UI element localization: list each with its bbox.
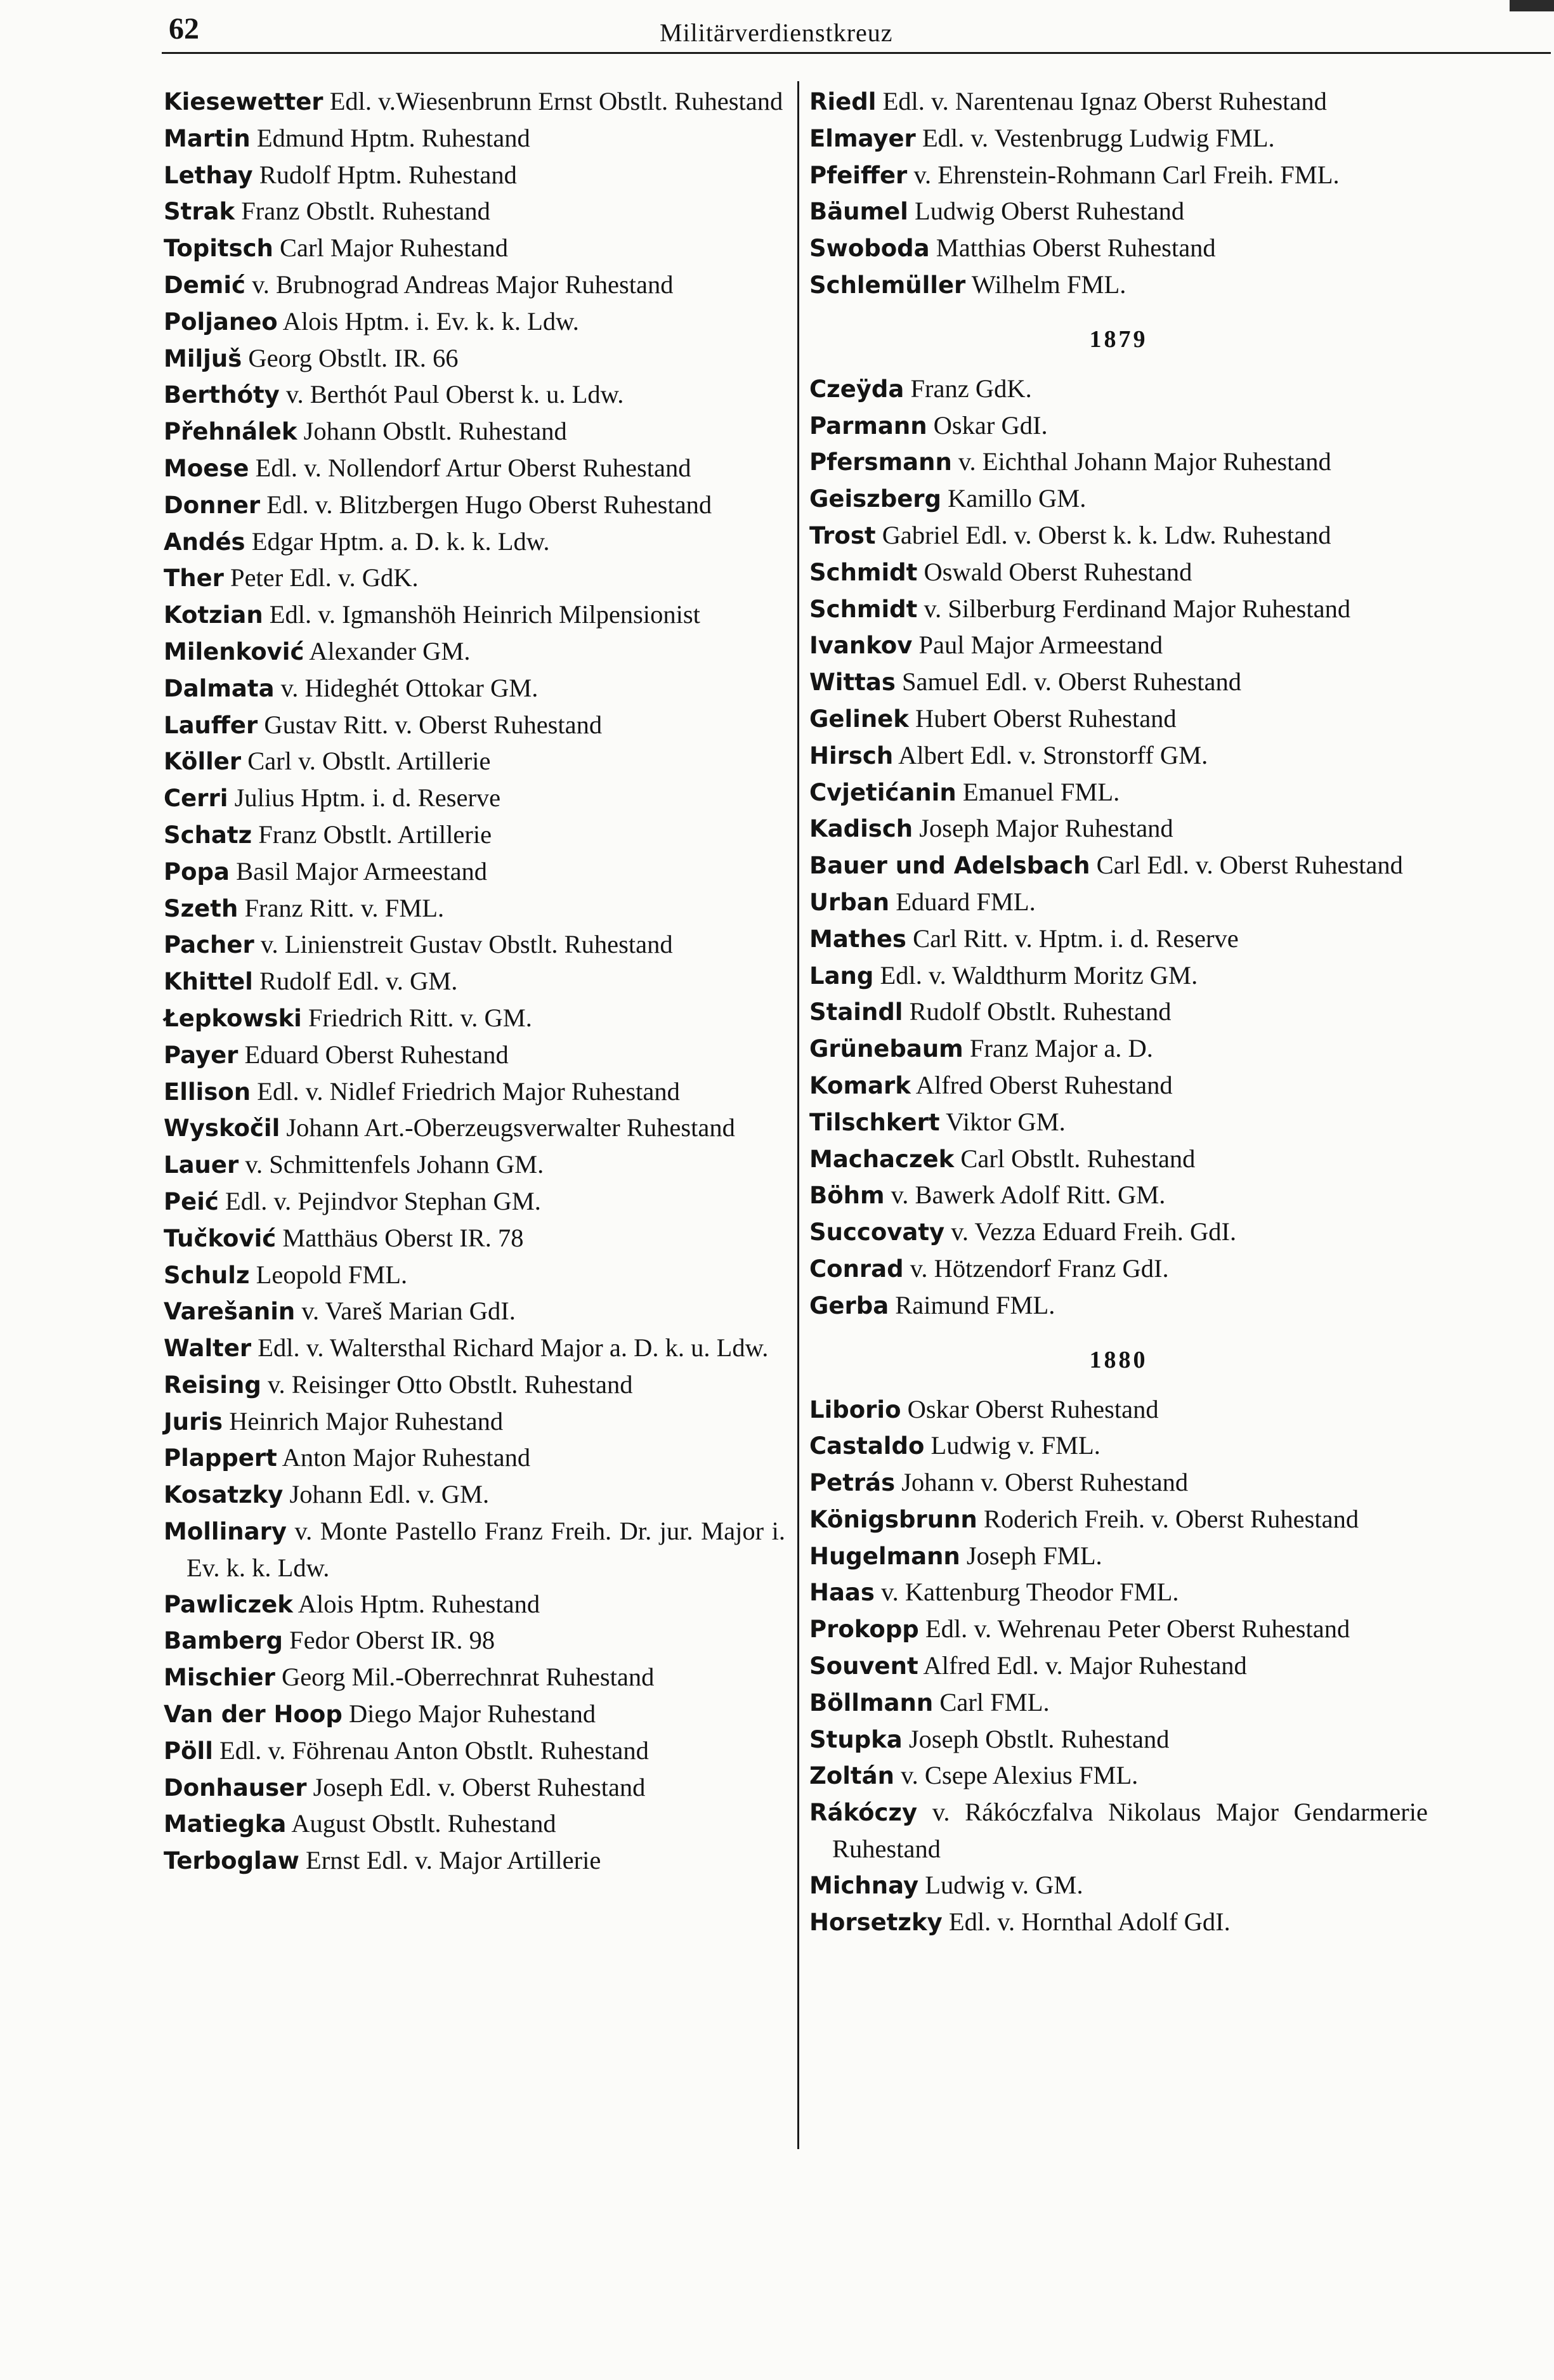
entry-details: v. Monte Pastello Franz Freih. Dr. jur. Major i. Ev. k. k. Ldw. [186, 1517, 785, 1582]
entry-surname: Rákóczy [809, 1799, 918, 1827]
roster-entry [809, 1214, 1428, 1251]
roster-entry [164, 193, 785, 230]
roster-entry [164, 1477, 785, 1514]
roster-entry [164, 1184, 785, 1220]
entry-details: Fedor Oberst IR. 98 [289, 1626, 495, 1655]
entry-surname: Böllmann [809, 1689, 934, 1716]
roster-entry [164, 1623, 785, 1659]
entry-details: Diego Major Ruhestand [348, 1699, 596, 1729]
entry-surname: Szeth [164, 894, 238, 922]
roster-entry [164, 84, 785, 121]
roster-entry [164, 707, 785, 744]
entry-details: Oskar Oberst Ruhestand [907, 1394, 1159, 1423]
entry-surname: Kosatzky [164, 1481, 284, 1509]
entry-details: Emanuel FML. [962, 777, 1120, 806]
entry-details: Franz Obstlt. Ruhestand [241, 197, 490, 226]
entry-details: Oskar GdI. [933, 410, 1048, 440]
entry-details: v. Vareš Marian GdI. [301, 1297, 516, 1326]
entry-surname: Stupka [809, 1725, 903, 1753]
entry-details: Alexander GM. [309, 636, 471, 665]
entry-details: v. Vezza Eduard Freih. GdI. [951, 1217, 1237, 1246]
roster-entry [809, 664, 1428, 701]
roster-entry [164, 1843, 785, 1880]
entry-details: v. Hideghét Ottokar GM. [280, 673, 539, 702]
entry-surname: Mischier [164, 1664, 275, 1692]
roster-entry [164, 743, 785, 780]
entry-details: Johann v. Oberst Ruhestand [901, 1468, 1189, 1497]
entry-details: Rudolf Hptm. Ruhestand [259, 160, 517, 189]
entry-surname: Schatz [164, 821, 252, 849]
entry-surname: Ther [164, 565, 224, 592]
entry-surname: Cerri [164, 785, 228, 813]
entry-details: v. Bawerk Adolf Ritt. GM. [891, 1180, 1166, 1210]
entry-surname: Czeÿda [809, 375, 904, 403]
entry-details: August Obstlt. Ruhestand [291, 1809, 556, 1838]
roster-entry [164, 267, 785, 304]
entry-surname: Grünebaum [809, 1035, 963, 1063]
entry-details: Franz Major a. D. [969, 1034, 1153, 1063]
entry-surname: Mollinary [164, 1518, 287, 1546]
roster-entry [809, 1685, 1428, 1722]
roster-entry [809, 1611, 1428, 1648]
entry-surname: Lauer [164, 1151, 239, 1179]
entry-details: Edl. v. Blitzbergen Hugo Oberst Ruhestand [266, 490, 712, 519]
entry-surname: Plappert [164, 1444, 277, 1472]
roster-entry [164, 780, 785, 817]
entry-details: Georg Obstlt. IR. 66 [248, 343, 459, 372]
entry-surname: Urban [809, 888, 890, 916]
entry-details: Anton Major Ruhestand [282, 1443, 531, 1472]
entry-surname: Geiszberg [809, 485, 942, 513]
entry-surname: Ivankov [809, 632, 913, 660]
scan-edge-mark [1510, 0, 1554, 11]
entry-surname: Demić [164, 271, 245, 299]
entry-surname: Juris [164, 1408, 223, 1435]
entry-details: Wilhelm FML. [971, 270, 1126, 299]
roster-entry [809, 1251, 1428, 1288]
entry-surname: Pfeiffer [809, 161, 908, 189]
roster-entry [164, 634, 785, 670]
entry-details: Edl. v. Nidlef Friedrich Major Ruhestand [257, 1076, 680, 1106]
roster-entry [164, 560, 785, 597]
entry-surname: Reising [164, 1371, 261, 1399]
entry-surname: Kotzian [164, 601, 263, 629]
roster-entry [809, 1068, 1428, 1104]
entry-details: Gabriel Edl. v. Oberst k. k. Ldw. Ruhestand [882, 520, 1331, 549]
entry-details: Viktor GM. [945, 1107, 1066, 1136]
roster-entry [164, 1806, 785, 1843]
entry-details: Eduard Oberst Ruhestand [244, 1040, 509, 1069]
entry-details: Carl Major Ruhestand [280, 233, 508, 263]
roster-entry [809, 591, 1428, 628]
entry-details: Carl Ritt. v. Hptm. i. d. Reserve [913, 924, 1239, 953]
roster-entry [809, 811, 1428, 847]
entry-surname: Van der Hoop [164, 1701, 343, 1729]
entry-surname: Topitsch [164, 235, 273, 263]
entry-details: v. Hötzendorf Franz GdI. [910, 1253, 1169, 1283]
entry-details: Carl Obstlt. Ruhestand [960, 1144, 1196, 1173]
entry-details: v. Reisinger Otto Obstlt. Ruhestand [267, 1370, 633, 1399]
header-rule [162, 52, 1551, 54]
entry-surname: Gerba [809, 1291, 889, 1319]
roster-entry [809, 1867, 1428, 1904]
entry-details: Ludwig Oberst Ruhestand [914, 197, 1185, 226]
entry-details: v. Ehrenstein-Rohmann Carl Freih. FML. [913, 160, 1340, 189]
entry-details: Ludwig v. GM. [925, 1870, 1083, 1899]
roster-entry [164, 964, 785, 1000]
roster-entry [809, 1648, 1428, 1685]
roster-entry [809, 1795, 1428, 1867]
entry-details: v. Schmittenfels Johann GM. [245, 1150, 544, 1179]
roster-entry [809, 1288, 1428, 1324]
entry-details: Samuel Edl. v. Oberst Ruhestand [901, 667, 1242, 696]
entry-details: Carl Edl. v. Oberst Ruhestand [1096, 851, 1403, 880]
entry-surname: Schlemüller [809, 271, 966, 299]
entry-details: Leopold FML. [256, 1260, 408, 1289]
running-title: Militärverdienstkreuz [660, 18, 893, 47]
entry-details: Joseph FML. [966, 1541, 1102, 1570]
roster-entry [164, 524, 785, 561]
entry-surname: Payer [164, 1041, 238, 1069]
roster-entry [809, 1501, 1428, 1538]
entry-details: Joseph Major Ruhestand [919, 814, 1173, 843]
entry-surname: Donhauser [164, 1774, 307, 1801]
entry-details: Joseph Obstlt. Ruhestand [908, 1724, 1170, 1753]
entry-details: Edl. v. Waldthurm Moritz GM. [880, 960, 1198, 990]
entry-surname: Pöll [164, 1737, 213, 1765]
entry-details: v. Silberburg Ferdinand Major Ruhestand [924, 594, 1351, 623]
section-1879 [809, 371, 1428, 1324]
entry-surname: Pacher [164, 931, 254, 959]
roster-entry [809, 1465, 1428, 1501]
entry-surname: Łepkowski [164, 1004, 302, 1032]
roster-entry [809, 994, 1428, 1031]
entry-surname: Berthóty [164, 381, 280, 409]
entry-surname: Trost [809, 521, 876, 549]
entry-surname: Gelinek [809, 705, 909, 733]
entry-details: Carl FML. [939, 1687, 1050, 1716]
roster-entry [809, 1722, 1428, 1758]
entry-details: Albert Edl. v. Stronstorff GM. [898, 740, 1208, 769]
roster-entry [809, 408, 1428, 445]
roster-entry [164, 1440, 785, 1477]
entry-surname: Böhm [809, 1182, 885, 1210]
entry-details: Edl. v. Hornthal Adolf GdI. [948, 1907, 1231, 1936]
entry-details: Rudolf Edl. v. GM. [259, 967, 458, 996]
entry-details: v. Kattenburg Theodor FML. [881, 1578, 1179, 1607]
entry-details: Edgar Hptm. a. D. k. k. Ldw. [251, 526, 550, 556]
entry-surname: Königsbrunn [809, 1505, 977, 1533]
roster-entry [809, 481, 1428, 518]
entry-surname: Kiesewetter [164, 88, 323, 115]
entry-details: Ludwig v. FML. [930, 1431, 1100, 1460]
roster-entry [164, 1037, 785, 1074]
entry-surname: Horsetzky [809, 1908, 943, 1936]
entry-surname: Dalmata [164, 674, 275, 702]
entry-details: Alfred Edl. v. Major Ruhestand [923, 1651, 1247, 1680]
roster-entry [809, 230, 1428, 267]
entry-surname: Martin [164, 124, 251, 152]
entry-details: Edl. v. Igmanshöh Heinrich Milpensionist [269, 600, 700, 629]
entry-details: Roderich Freih. v. Oberst Ruhestand [983, 1504, 1359, 1533]
entry-details: v. Eichthal Johann Major Ruhestand [958, 447, 1331, 476]
roster-entry [164, 1367, 785, 1404]
entry-details: v. Rákóczfalva Nikolaus Major Gendarmerie Ruhestand [832, 1798, 1428, 1864]
entry-surname: Machaczek [809, 1145, 955, 1173]
roster-entry [164, 1110, 785, 1147]
entry-surname: Poljaneo [164, 308, 278, 336]
roster-entry [164, 854, 785, 891]
entry-surname: Bamberg [164, 1627, 284, 1655]
entry-details: Johann Edl. v. GM. [289, 1480, 490, 1509]
entry-details: Friedrich Ritt. v. GM. [308, 1003, 532, 1032]
entry-details: Joseph Edl. v. Oberst Ruhestand [313, 1772, 646, 1801]
entry-surname: Prokopp [809, 1616, 919, 1644]
roster-entry [164, 1220, 785, 1257]
roster-entry [809, 1141, 1428, 1178]
roster-entry [809, 921, 1428, 958]
entry-details: Edl. v. Waltersthal Richard Major a. D. k. u. Ldw. [258, 1333, 769, 1363]
roster-entry [164, 230, 785, 267]
roster-entry [164, 1147, 785, 1184]
entry-details: Carl v. Obstlt. Artillerie [247, 747, 491, 776]
entry-surname: Bauer und Adelsbach [809, 852, 1090, 880]
page-number: 62 [169, 12, 199, 46]
entry-details: v. Brubnograd Andreas Major Ruhestand [252, 270, 674, 299]
entry-surname: Michnay [809, 1871, 919, 1899]
entry-surname: Liborio [809, 1396, 901, 1423]
entry-details: Heinrich Major Ruhestand [229, 1406, 504, 1435]
roster-entry [809, 267, 1428, 304]
roster-entry [164, 1696, 785, 1733]
roster-entry [164, 1733, 785, 1770]
section-1880 [809, 1392, 1428, 1941]
entry-details: Matthäus Oberst IR. 78 [282, 1223, 524, 1252]
entry-surname: Matiegka [164, 1810, 287, 1838]
right-column-continuation [809, 84, 1428, 304]
roster-entry [809, 1428, 1428, 1465]
entry-surname: Elmayer [809, 124, 916, 152]
entry-details: Edl. v. Föhrenau Anton Obstlt. Ruhestand [219, 1736, 649, 1765]
entry-details: Edmund Hptm. Ruhestand [256, 123, 530, 152]
roster-entry [164, 927, 785, 964]
entry-surname: Tučković [164, 1224, 277, 1252]
entry-details: Eduard FML. [896, 887, 1036, 916]
entry-surname: Strak [164, 198, 235, 226]
entry-details: v. Csepe Alexius FML. [901, 1761, 1139, 1790]
roster-entry [809, 775, 1428, 811]
entry-surname: Hugelmann [809, 1542, 960, 1570]
left-column [164, 84, 785, 1880]
roster-entry [809, 1392, 1428, 1429]
roster-entry [809, 958, 1428, 995]
entry-details: Edl. v. Pejindvor Stephan GM. [225, 1186, 541, 1215]
entry-details: Franz Ritt. v. FML. [244, 893, 445, 922]
entry-surname: Peić [164, 1187, 219, 1215]
roster-entry [164, 1770, 785, 1807]
entry-surname: Miljuš [164, 344, 242, 372]
roster-entry [164, 1404, 785, 1441]
entry-surname: Schmidt [809, 558, 918, 586]
entry-surname: Komark [809, 1071, 911, 1099]
entry-details: Gustav Ritt. v. Oberst Ruhestand [264, 710, 603, 739]
roster-entry [164, 597, 785, 634]
entry-surname: Castaldo [809, 1432, 925, 1460]
roster-entry [164, 1293, 785, 1330]
roster-entry [809, 1574, 1428, 1611]
roster-entry [809, 1031, 1428, 1068]
entry-details: Alois Hptm. i. Ev. k. k. Ldw. [282, 306, 579, 336]
entry-surname: Lauffer [164, 711, 258, 739]
entry-surname: Zoltán [809, 1762, 894, 1790]
entry-surname: Souvent [809, 1652, 918, 1680]
roster-entry [809, 84, 1428, 121]
entry-surname: Kadisch [809, 815, 913, 843]
entry-surname: Hirsch [809, 742, 894, 769]
roster-entry [164, 1257, 785, 1294]
roster-entry [164, 341, 785, 377]
entry-details: Rudolf Obstlt. Ruhestand [909, 997, 1172, 1026]
entry-details: Kamillo GM. [948, 484, 1087, 513]
roster-entry [164, 1659, 785, 1696]
entry-surname: Pawliczek [164, 1590, 293, 1618]
entry-surname: Schulz [164, 1261, 250, 1289]
roster-entry [164, 304, 785, 341]
roster-entry [809, 157, 1428, 194]
entry-details: Georg Mil.-Oberrechnrat Ruhestand [281, 1663, 655, 1692]
roster-entry [164, 1330, 785, 1367]
entry-surname: Milenković [164, 638, 304, 665]
roster-entry [164, 450, 785, 487]
entry-surname: Haas [809, 1579, 875, 1607]
roster-entry [809, 121, 1428, 157]
right-column [809, 84, 1428, 1940]
roster-entry [809, 1104, 1428, 1141]
entry-details: Johann Art.-Oberzeugsverwalter Ruhestand [286, 1113, 735, 1142]
entry-surname: Succovaty [809, 1219, 945, 1246]
entry-details: Paul Major Armeestand [918, 631, 1163, 660]
entry-details: Franz GdK. [910, 374, 1032, 403]
entry-surname: Wittas [809, 669, 896, 696]
roster-entry [809, 884, 1428, 921]
year-heading-1879: 1879 [1089, 325, 1148, 353]
entry-details: v. Berthót Paul Oberst k. u. Ldw. [285, 380, 624, 409]
roster-entry [809, 1904, 1428, 1941]
entry-surname: Bäumel [809, 198, 908, 226]
roster-entry [164, 1586, 785, 1623]
roster-entry [164, 891, 785, 927]
entry-surname: Swoboda [809, 235, 930, 263]
roster-entry [164, 121, 785, 157]
roster-entry [164, 1074, 785, 1111]
entry-details: Johann Obstlt. Ruhestand [303, 417, 567, 446]
entry-surname: Staindl [809, 998, 903, 1026]
entry-details: v. Linienstreit Gustav Obstlt. Ruhestand [260, 930, 673, 959]
entry-details: Edl. v. Wehrenau Peter Oberst Ruhestand [925, 1614, 1350, 1644]
entry-surname: Přehnálek [164, 418, 297, 446]
entry-surname: Ellison [164, 1078, 251, 1106]
roster-entry [809, 554, 1428, 591]
entry-surname: Lang [809, 962, 874, 990]
entry-surname: Popa [164, 858, 230, 886]
roster-entry [164, 487, 785, 524]
roster-entry [809, 1538, 1428, 1575]
entry-surname: Parmann [809, 412, 927, 440]
entry-details: Edl. v. Nollendorf Artur Oberst Ruhestand [255, 453, 691, 482]
entry-details: Oswald Oberst Ruhestand [924, 557, 1192, 586]
column-divider [797, 81, 799, 2149]
entry-surname: Andés [164, 528, 245, 556]
roster-entry [809, 847, 1428, 884]
entry-surname: Riedl [809, 88, 877, 115]
entry-surname: Mathes [809, 925, 906, 953]
entry-surname: Petrás [809, 1469, 896, 1497]
entry-surname: Schmidt [809, 595, 918, 623]
roster-entry [809, 1758, 1428, 1795]
roster-entry [809, 738, 1428, 775]
entry-surname: Köller [164, 748, 242, 776]
entry-details: Franz Obstlt. Artillerie [258, 820, 492, 849]
entry-details: Raimund FML. [895, 1290, 1055, 1319]
entry-details: Matthias Oberst Ruhestand [936, 233, 1216, 263]
entry-surname: Khittel [164, 968, 253, 996]
roster-entry [809, 1177, 1428, 1214]
entry-details: Ernst Edl. v. Major Artillerie [306, 1846, 601, 1875]
roster-entry [809, 518, 1428, 554]
entry-details: Julius Hptm. i. d. Reserve [234, 783, 501, 813]
entry-details: Edl. v. Vestenbrugg Ludwig FML. [922, 123, 1275, 152]
roster-entry [164, 1000, 785, 1037]
entry-details: Peter Edl. v. GdK. [230, 563, 419, 592]
roster-entry [164, 157, 785, 194]
entry-surname: Terboglaw [164, 1847, 299, 1875]
roster-entry [809, 701, 1428, 738]
entry-surname: Tilschkert [809, 1108, 940, 1136]
entry-surname: Varešanin [164, 1298, 296, 1326]
roster-entry [164, 1514, 785, 1586]
entry-details: Hubert Oberst Ruhestand [915, 703, 1177, 733]
entry-surname: Donner [164, 491, 261, 519]
entry-details: Edl. v. Narentenau Ignaz Oberst Ruhestand [882, 87, 1327, 115]
entry-details: Edl. v.Wiesenbrunn Ernst Obstlt. Ruhestand [329, 87, 783, 115]
entry-details: Basil Major Armeestand [236, 856, 488, 886]
year-heading-1880: 1880 [1089, 1346, 1148, 1373]
roster-entry [809, 371, 1428, 408]
entry-surname: Lethay [164, 161, 253, 189]
entry-details: Alois Hptm. Ruhestand [297, 1589, 540, 1618]
roster-entry [809, 193, 1428, 230]
entry-surname: Pfersmann [809, 448, 952, 476]
roster-entry [164, 817, 785, 854]
entry-surname: Wyskočil [164, 1115, 280, 1142]
entry-surname: Cvjetićanin [809, 778, 957, 806]
entry-surname: Moese [164, 454, 249, 482]
entry-surname: Walter [164, 1335, 252, 1363]
entry-surname: Conrad [809, 1255, 904, 1283]
roster-entry [809, 444, 1428, 481]
entry-details: Alfred Oberst Ruhestand [915, 1070, 1173, 1099]
roster-entry [164, 670, 785, 707]
roster-entry [164, 377, 785, 414]
roster-entry [164, 414, 785, 450]
roster-entry [809, 627, 1428, 664]
